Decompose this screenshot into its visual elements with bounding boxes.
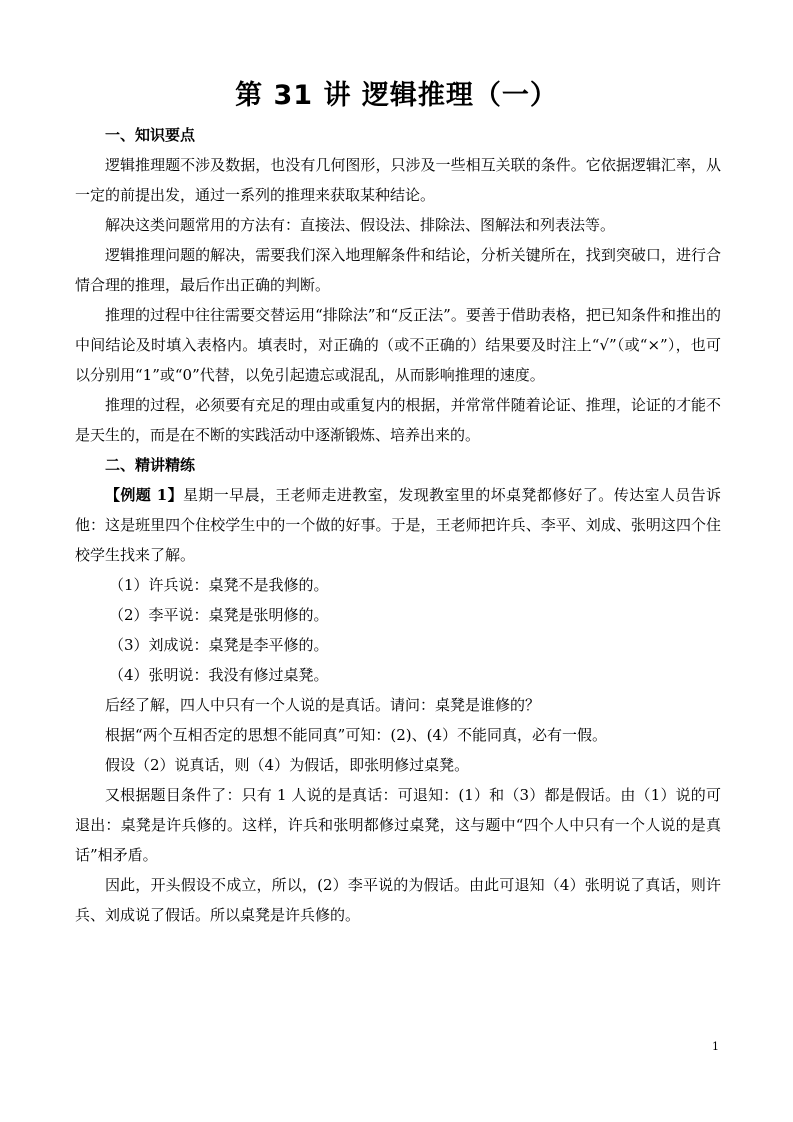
statement-item: （3）刘成说：桌凳是李平修的。 [109, 636, 329, 654]
paragraph: 推理的过程，必须要有充足的理由或重复内的根据，并常常伴随着论证、推理，论证的才能不是天生的，而是在不断的实践活动中逐渐锻炼、培养出来的。 [75, 396, 721, 444]
paragraph: 又根据题目条件了：只有 1 人说的是真话：可退知：(1）和（3）都是假话。由（1）说的可退出：桌凳是许兵修的。这样，许兵和张明都修过桌凳，这与题中“四个人中只有一个人说的是真话”相矛盾。 [75, 786, 721, 864]
paragraph: 后经了解，四人中只有一个人说的是真话。请问：桌凳是谁修的？ [105, 696, 541, 714]
paragraph: 逻辑推理问题的解决，需要我们深入地理解条件和结论，分析关键所在，找到突破口，进行合情合理的推理，最后作出正确的判断。 [75, 246, 721, 294]
example-text: 星期一早晨，王老师走进教室，发现教室里的坏桌凳都修好了。传达室人员告诉他：这是班里四个住校学生中的一个做的好事。于是，王老师把许兵、李平、刘成、张明这四个住校学生找来了解。 [75, 486, 721, 564]
statement-item: （2）李平说：桌凳是张明修的。 [109, 606, 329, 624]
page-number: 1 [712, 1040, 719, 1053]
paragraph: 假设（2）说真话，则（4）为假话，即张明修过桌凳。 [105, 756, 470, 774]
example-paragraph [75, 480, 721, 570]
example-label: 【例题 1】 [105, 486, 183, 504]
paragraph: 逻辑推理题不涉及数据，也没有几何图形，只涉及一些相互关联的条件。它依据逻辑汇率，从一定的前提出发，通过一系列的推理来获取某种结论。 [75, 156, 721, 204]
paragraph: 推理的过程中往往需要交替运用“排除法”和“反正法”。要善于借助表格，把已知条件和推出的中间结论及时填入表格内。填表时，对正确的（或不正确的）结果要及时注上“√”（或“×”），也可以分别用“1”或“0”代替，以免引起遗忘或混乱，从而影响推理的速度。 [75, 306, 721, 384]
section-heading-practice: 二、精讲精练 [105, 456, 196, 474]
section-heading-knowledge: 一、知识要点 [105, 126, 196, 144]
paragraph: 根据“两个互相否定的思想不能同真”可知：(2)、(4）不能同真，必有一假。 [105, 726, 607, 744]
document-body [75, 120, 721, 930]
statement-item: （1）许兵说：桌凳不是我修的。 [109, 576, 329, 594]
page-title: 第 31 讲 逻辑推理（一） [235, 80, 558, 111]
statement-item: （4）张明说：我没有修过桌凳。 [109, 666, 329, 684]
paragraph: 因此，开头假设不成立，所以，(2）李平说的为假话。由此可退知（4）张明说了真话，则许兵、刘成说了假话。所以桌凳是许兵修的。 [75, 876, 721, 924]
paragraph: 解决这类问题常用的方法有：直接法、假设法、排除法、图解法和列表法等。 [105, 216, 616, 234]
